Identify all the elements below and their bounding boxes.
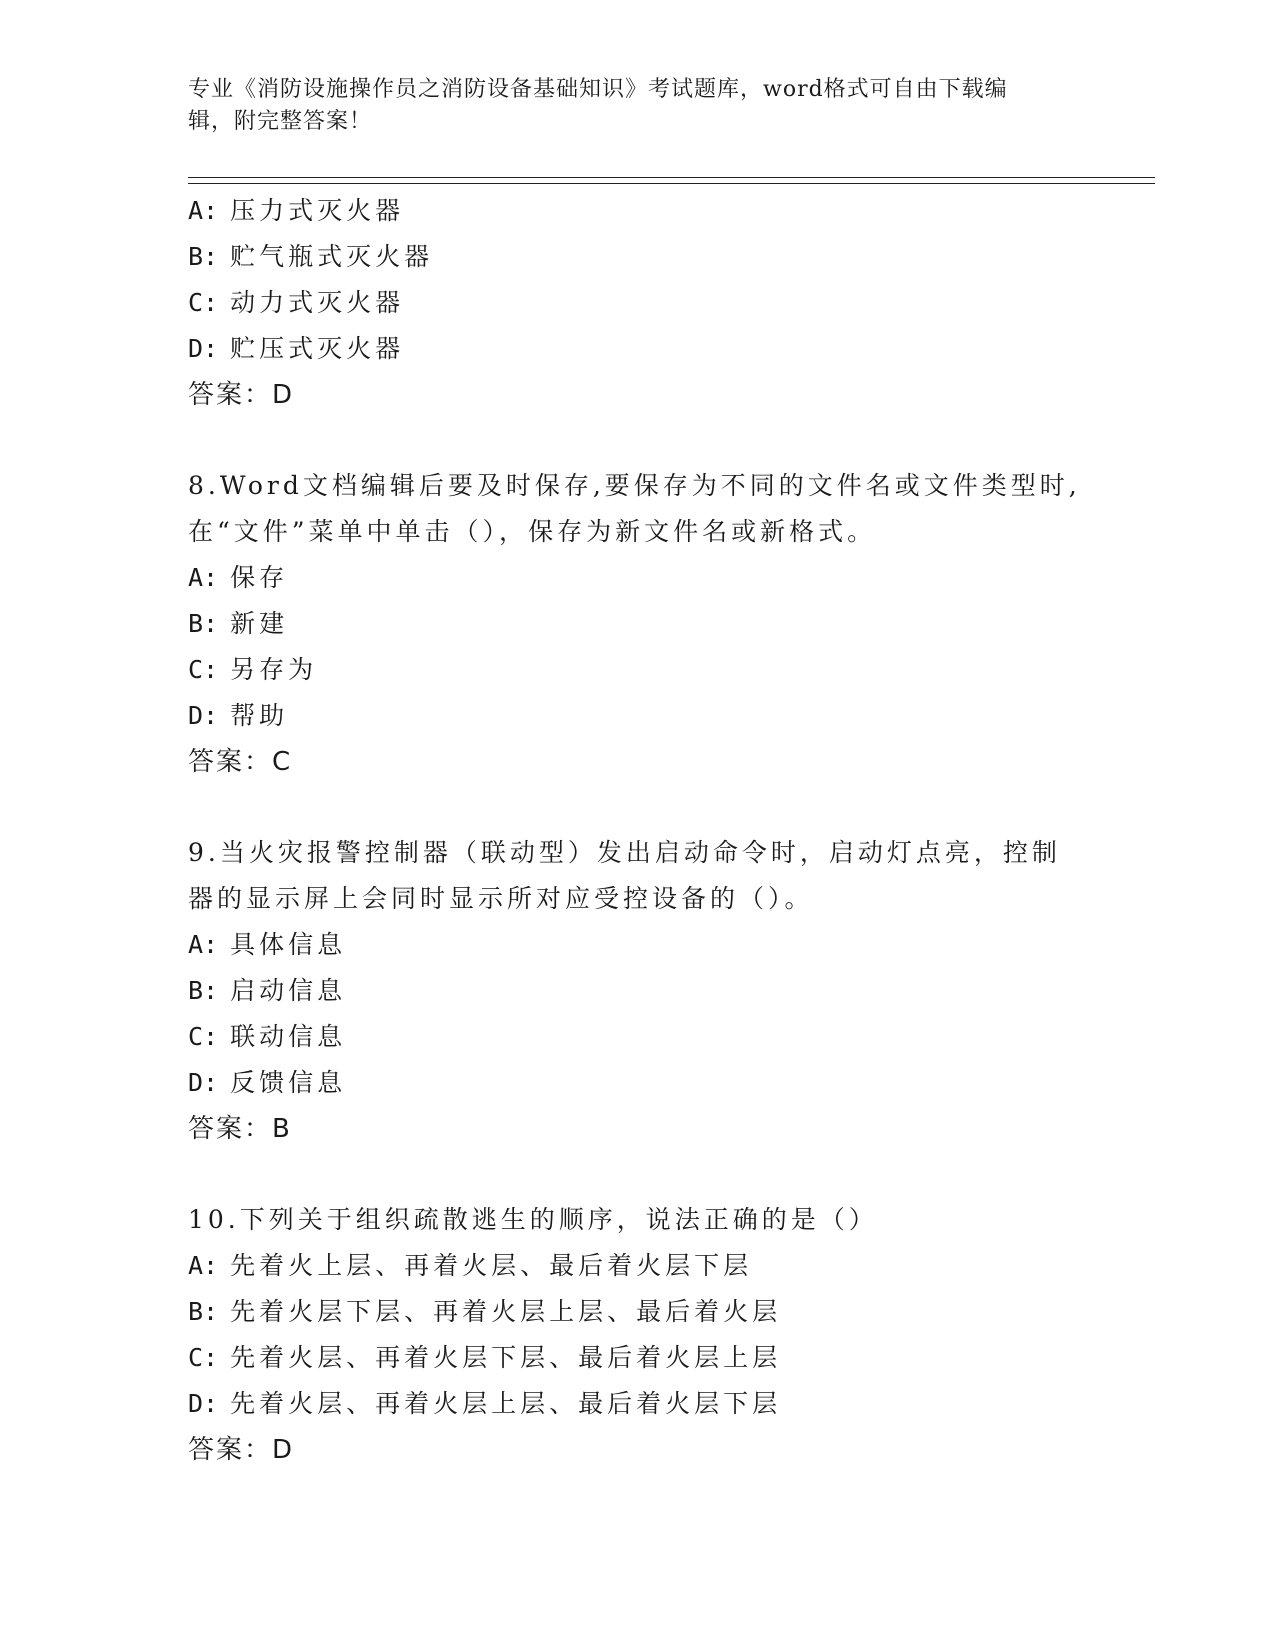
header-rule-top: [188, 177, 1155, 178]
answer: 答案：C: [188, 747, 293, 777]
option-c: C: 先着火层、再着火层下层、最后着火层上层: [188, 1343, 782, 1372]
option-c: C: 联动信息: [188, 1022, 347, 1051]
question-list: [188, 188, 1148, 1473]
question-text-line-2: 在“文件”菜单中单击（），保存为新文件名或新格式。: [188, 517, 877, 546]
option-a: A: 压力式灭火器: [188, 196, 405, 225]
option-d: D: 帮助: [188, 701, 289, 730]
option-a: A: 具体信息: [188, 930, 347, 959]
option-c: C: 动力式灭火器: [188, 288, 405, 317]
question-7: [188, 188, 1148, 418]
header-line-2: 辑，附完整答案！: [188, 109, 373, 134]
answer: 答案：D: [188, 380, 295, 410]
question-8: [188, 463, 1148, 785]
option-d: D: 先着火层、再着火层上层、最后着火层下层: [188, 1389, 782, 1418]
header-rule-bottom: [188, 183, 1155, 184]
header-line-1: 专业《消防设施操作员之消防设备基础知识》考试题库，word格式可自由下载编: [188, 77, 1008, 102]
option-c: C: 另存为: [188, 655, 318, 684]
option-a: A: 先着火上层、再着火层、最后着火层下层: [188, 1251, 753, 1280]
question-text-line-2: 器的显示屏上会同时显示所对应受控设备的（）。: [188, 884, 814, 913]
option-b: B: 新建: [188, 609, 289, 638]
option-b: B: 启动信息: [188, 976, 347, 1005]
question-10: [188, 1197, 1148, 1473]
question-9: [188, 830, 1148, 1152]
answer: 答案：B: [188, 1114, 292, 1144]
answer: 答案：D: [188, 1435, 295, 1465]
option-d: D: 反馈信息: [188, 1068, 347, 1097]
question-text-line-1: 10.下列关于组织疏散逃生的顺序，说法正确的是（）: [188, 1205, 878, 1234]
option-b: B: 先着火层下层、再着火层上层、最后着火层: [188, 1297, 782, 1326]
option-d: D: 贮压式灭火器: [188, 334, 405, 363]
option-a: A: 保存: [188, 563, 289, 592]
question-text-line-1: 8.Word文档编辑后要及时保存,要保存为不同的文件名或文件类型时,: [188, 471, 1081, 500]
option-b: B: 贮气瓶式灭火器: [188, 242, 434, 271]
question-text-line-1: 9.当火灾报警控制器（联动型）发出启动命令时，启动灯点亮，控制: [188, 838, 1061, 867]
document-header: [188, 74, 1088, 138]
